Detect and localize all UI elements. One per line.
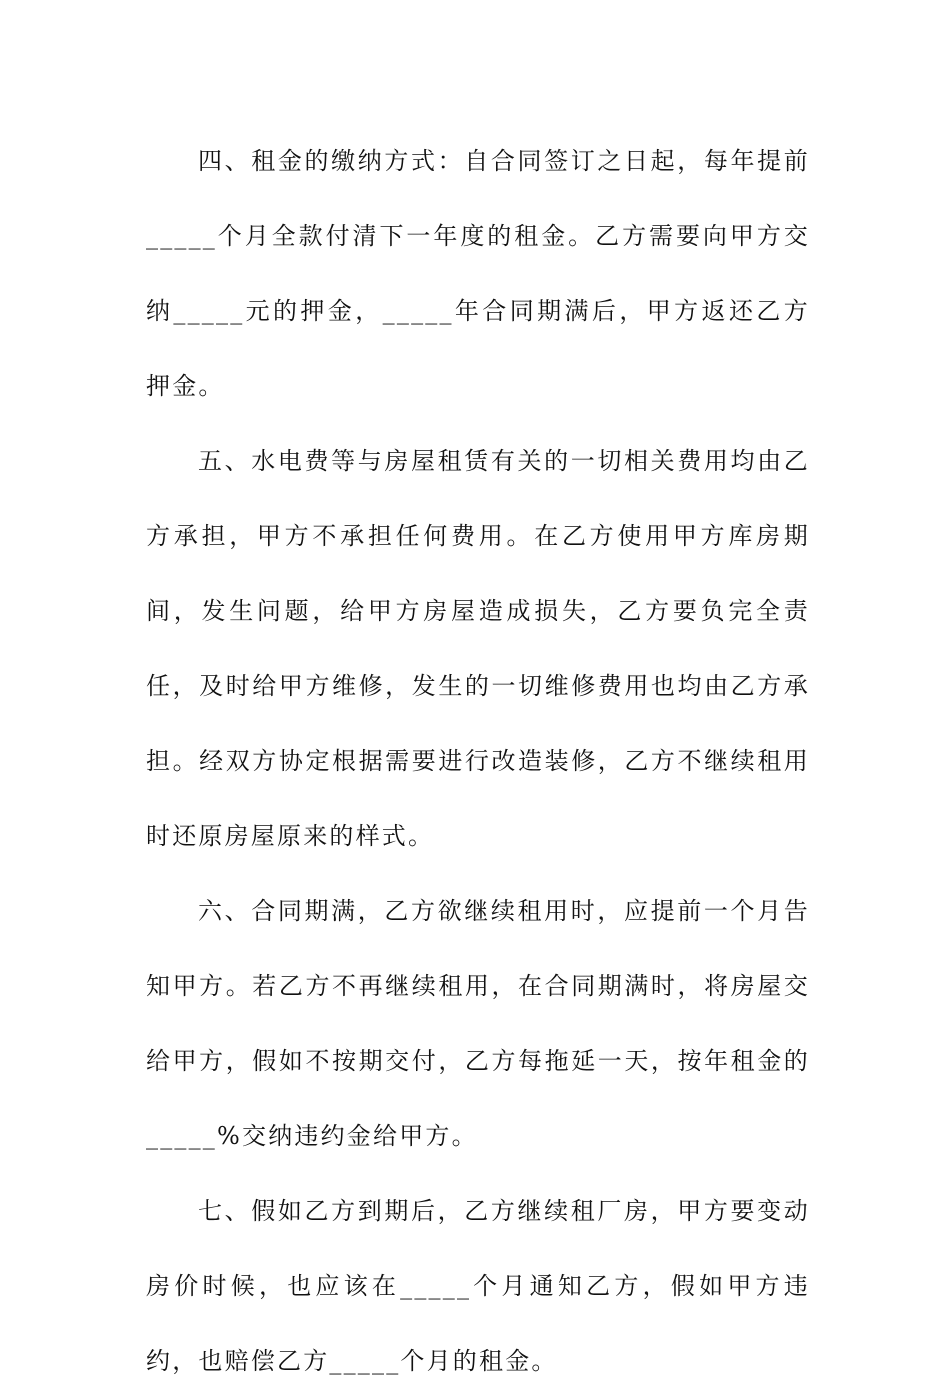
clause-7-price-change: 七、假如乙方到期后，乙方继续租厂房，甲方要变动房价时候，也应该在_____个月通知乙方，假如甲方违约，也赔偿乙方_____个月的租金。 [146, 1197, 810, 1375]
clause-5-utilities-and-repairs: 五、水电费等与房屋租赁有关的一切相关费用均由乙方承担，甲方不承担任何费用。在乙方使用甲方库房期间，发生问题，给甲方房屋造成损失，乙方要负完全责任，及时给甲方维修，发生的一切维修费用也均由乙方承担。经双方协定根据需要进行改造装修，乙方不继续租用时还原房屋原来的样式。 [146, 447, 810, 850]
clause-4-rent-payment: 四、租金的缴纳方式：自合同签订之日起，每年提前_____个月全款付清下一年度的租金。乙方需要向甲方交纳_____元的押金，_____年合同期满后，甲方返还乙方押金。 [146, 147, 810, 400]
clause-6-lease-renewal: 六、合同期满，乙方欲继续租用时，应提前一个月告知甲方。若乙方不再继续租用，在合同期满时，将房屋交给甲方，假如不按期交付，乙方每拖延一天，按年租金的_____%交纳违约金给甲方。 [146, 897, 810, 1150]
document-body [146, 124, 810, 1399]
